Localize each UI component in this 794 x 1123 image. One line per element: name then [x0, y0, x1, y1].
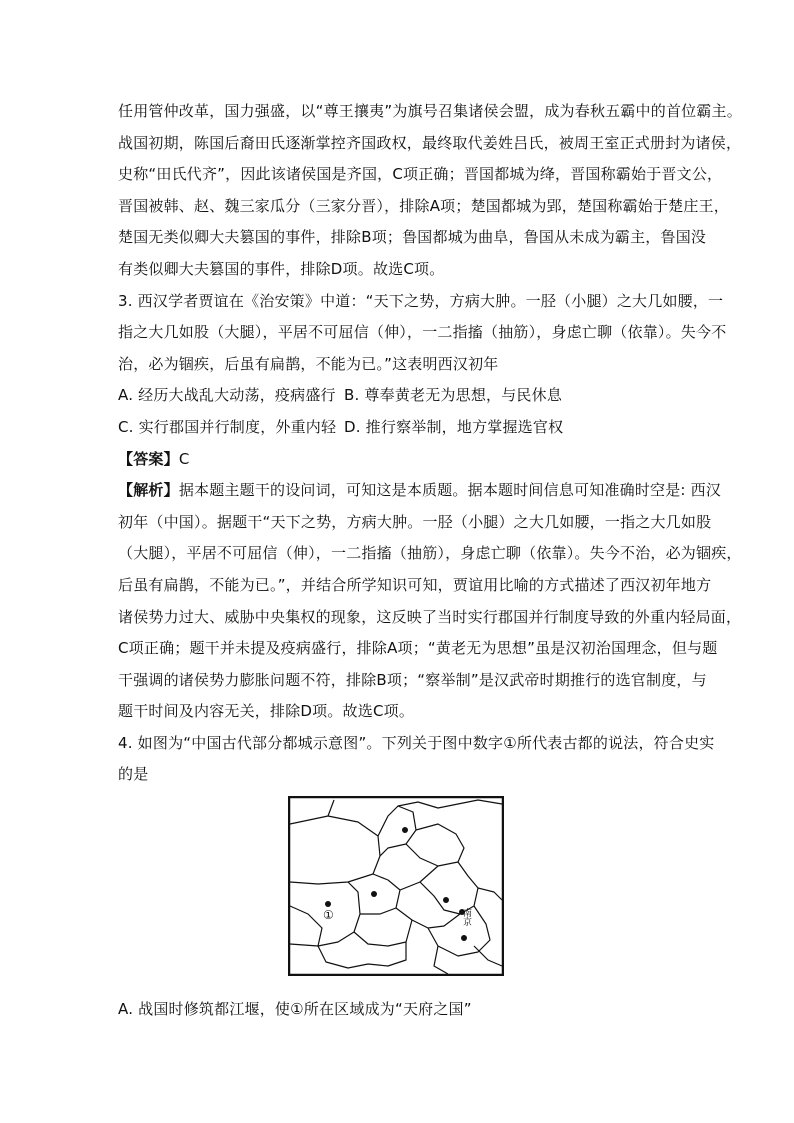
text-line: 战国初期，陈国后裔田氏逐渐掌控齐国政权，最终取代姜姓吕氏，被周王室正式册封为诸侯，: [118, 133, 742, 152]
text-line: 史称“田氏代齐”，因此该诸侯国是齐国，C项正确；晋国都城为绛，晋国称霸始于晋文公，: [118, 165, 723, 184]
answer-value: C: [178, 449, 190, 468]
question-4: [118, 728, 715, 791]
question-stem-line: 指之大几如股（大腿），平居不可屈信（伸），一二指搐（抽筋），身虑亡聊（依靠）。失今不: [118, 323, 727, 342]
analysis-line: C项正确；题干并未提及疫病盛行，排除A项；“黄老无为思想”虽是汉初治国理念，但与题: [118, 639, 718, 658]
analysis-line: （大腿），平居不可屈信（伸），一二指搐（抽筋），身虑亡聊（依靠）。失今不治，必为锢疾，: [118, 544, 742, 563]
analysis-line: 诸侯势力过大、威胁中央集权的现象，这反映了当时实行郡国并行制度导致的外重内轻局面，: [118, 607, 742, 626]
analysis-text: 据本题主题干的设问词，可知这是本质题。据本题时间信息可知准确时空是: 西汉: [178, 481, 722, 500]
analysis-label: 【解析】: [118, 481, 179, 500]
q4-option-a: A. 战国时修筑都江堰，使①所在区域成为“天府之国”: [118, 1000, 472, 1018]
capital-dot-luoyang: [443, 897, 449, 903]
capital-dot-xian: [371, 891, 377, 897]
option-c: C. 实行郡国并行制度，外重内轻: [118, 417, 337, 436]
document-body: [118, 96, 742, 791]
text-line: 晋国被韩、赵、魏三家瓜分（三家分晋），排除A项；楚国都城为郢，楚国称霸始于楚庄王，: [118, 196, 729, 215]
capital-dot-hangzhou: [461, 935, 467, 941]
question-3: [118, 286, 742, 728]
answer-label: 【答案】: [118, 449, 179, 468]
option-d: D. 推行察举制，地方掌握选官权: [344, 417, 564, 436]
map-label-circle1: ①: [323, 908, 334, 922]
analysis-line: 干强调的诸侯势力膨胀问题不符，排除B项；“察举制”是汉武帝时期推行的选官制度，与: [118, 670, 707, 689]
capital-dot-chengdu: [325, 901, 331, 907]
paragraph-analysis-q2: [118, 96, 742, 286]
question-stem-line: 4. 如图为“中国古代部分都城示意图”。下列关于图中数字①所代表古都的说法，符合史实: [118, 733, 715, 752]
question-stem-line: 3. 西汉学者贾谊在《治安策》中道：“天下之势，方病大肿。一胫（小腿）之大几如腰，一: [118, 291, 724, 310]
ancient-capitals-map: [288, 796, 504, 976]
option-b: B. 尊奉黄老无为思想，与民休息: [344, 386, 563, 405]
option-a: A. 经历大战乱大动荡，疫病盛行: [118, 386, 336, 405]
text-line: 有类似卿大夫篡国的事件，排除D项。故选C项。: [118, 259, 445, 278]
capital-dot-beijing: [402, 827, 408, 833]
text-line: 任用管仲改革，国力强盛，以“尊王攘夷”为旗号召集诸侯会盟，成为春秋五霸中的首位霸主。: [118, 102, 742, 120]
options-row-cd: [118, 412, 690, 444]
answer-line: [118, 444, 690, 476]
analysis-line: 后虽有扁鹊，不能为已。”，并结合所学知识可知，贾谊用比喻的方式描述了西汉初年地方: [118, 575, 712, 594]
analysis-line: 题干时间及内容无关，排除D项。故选C项。: [118, 702, 415, 721]
text-line: 楚国无类似卿大夫篡国的事件，排除B项；鲁国都城为曲阜，鲁国从未成为霸主，鲁国没: [118, 228, 707, 247]
options-row-ab: [118, 380, 690, 412]
analysis-first-line: [118, 475, 722, 507]
question-stem-line: 的是: [118, 765, 149, 784]
question-stem-line: 治，必为锢疾，后虽有扁鹊，不能为已。”这表明西汉初年: [118, 354, 499, 373]
analysis-line: 初年（中国）。据题干“天下之势，方病大肿。一胫（小腿）之大几如腰，一指之大几如股: [118, 512, 712, 531]
map-label-nanjing: 南京: [461, 908, 471, 926]
